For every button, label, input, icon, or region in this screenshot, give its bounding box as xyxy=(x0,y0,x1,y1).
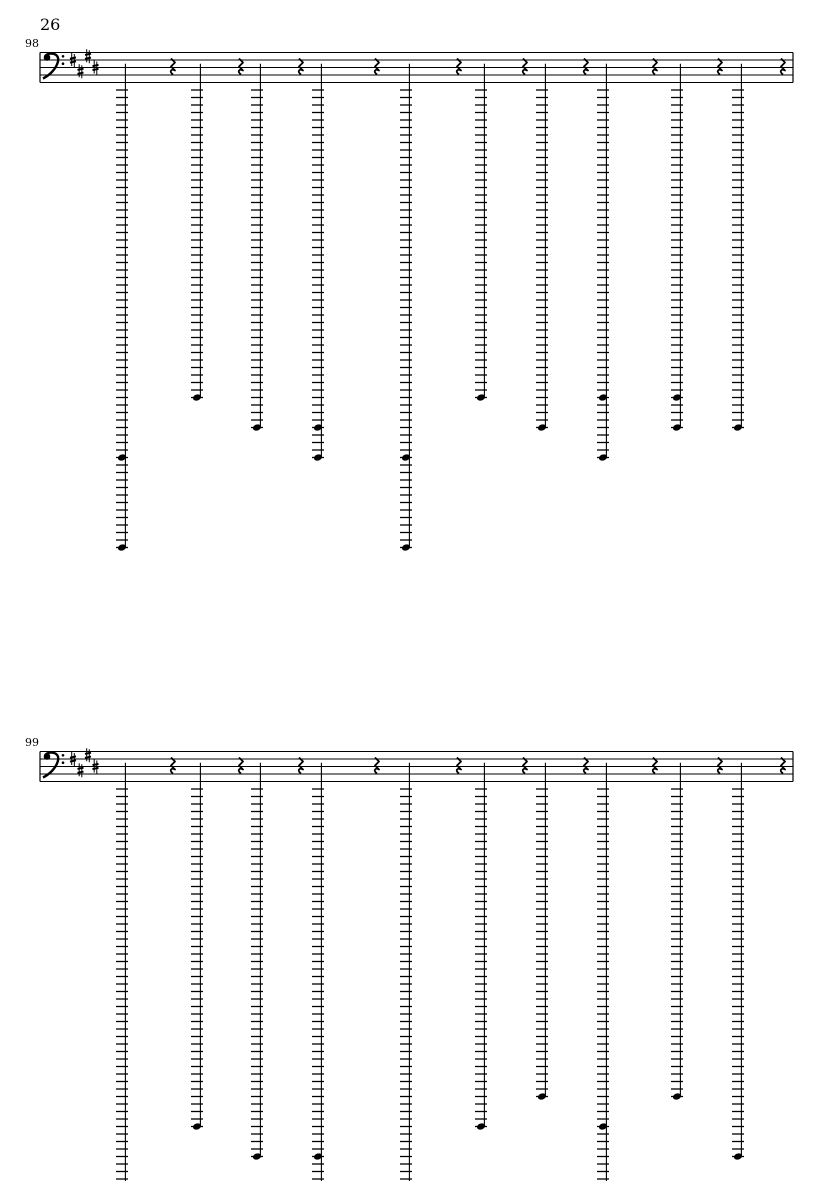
note-chord xyxy=(597,64,609,462)
note-chord xyxy=(312,763,324,1181)
measure-number-system-1: 98 xyxy=(25,37,39,50)
staff-system-1 xyxy=(40,49,793,552)
note-chord xyxy=(671,763,683,1101)
note-chord xyxy=(191,763,203,1131)
bass-clef-head xyxy=(44,54,51,61)
quarter-rest-icon xyxy=(584,59,588,75)
sharp-bar-upper xyxy=(85,54,91,55)
sharp-bar-lower xyxy=(93,69,99,70)
quarter-rest-icon xyxy=(171,758,175,774)
quarter-rest-icon xyxy=(239,758,243,774)
quarter-rest-icon xyxy=(653,758,657,774)
note-chord xyxy=(400,64,412,552)
sharp-icon xyxy=(78,763,84,777)
sharp-bar-upper xyxy=(70,756,76,757)
note-chord xyxy=(116,64,128,552)
quarter-rest-icon xyxy=(523,59,527,75)
quarter-rest-icon xyxy=(584,758,588,774)
note-chord xyxy=(191,64,203,402)
sharp-icon xyxy=(85,49,91,63)
quarter-rest-icon xyxy=(171,59,175,75)
sharp-icon xyxy=(78,64,84,78)
sharp-bar-upper xyxy=(93,65,99,66)
sharp-bar-lower xyxy=(85,58,91,59)
quarter-rest-icon xyxy=(457,59,461,75)
bass-clef-head xyxy=(44,753,51,760)
sharp-bar-upper xyxy=(70,57,76,58)
page-number: 26 xyxy=(40,15,61,34)
quarter-rest-icon xyxy=(523,758,527,774)
staff-system-2 xyxy=(40,748,793,1181)
quarter-rest-icon xyxy=(457,758,461,774)
sharp-bar-lower xyxy=(70,61,76,62)
sharp-bar-upper xyxy=(93,764,99,765)
note-chord xyxy=(312,64,324,462)
bass-clef-dot-upper xyxy=(62,754,65,757)
note-chord xyxy=(475,64,487,402)
quarter-rest-icon xyxy=(718,59,722,75)
quarter-rest-icon xyxy=(299,59,303,75)
sharp-bar-upper xyxy=(78,768,84,769)
note-chord xyxy=(732,64,744,432)
quarter-rest-icon xyxy=(653,59,657,75)
quarter-rest-icon xyxy=(781,59,785,75)
sharp-icon xyxy=(85,748,91,762)
sharp-bar-lower xyxy=(93,768,99,769)
note-chord xyxy=(400,763,412,1181)
note-chord xyxy=(671,64,683,432)
note-chord xyxy=(251,763,263,1161)
sharp-bar-upper xyxy=(78,69,84,70)
note-chord xyxy=(536,64,548,432)
key-signature xyxy=(70,49,99,78)
quarter-rest-icon xyxy=(239,59,243,75)
sharp-bar-lower xyxy=(78,73,84,74)
bass-clef-dot-lower xyxy=(62,62,65,65)
note-chord xyxy=(251,64,263,432)
sharp-bar-lower xyxy=(70,760,76,761)
note-chord xyxy=(475,763,487,1131)
sharp-bar-lower xyxy=(78,772,84,773)
bass-clef-dot-upper xyxy=(62,55,65,58)
note-chord xyxy=(536,763,548,1101)
sharp-bar-lower xyxy=(85,757,91,758)
bass-clef-dot-lower xyxy=(62,761,65,764)
quarter-rest-icon xyxy=(781,758,785,774)
note-chord xyxy=(116,763,128,1181)
sharp-bar-upper xyxy=(85,753,91,754)
quarter-rest-icon xyxy=(299,758,303,774)
measure-number-system-2: 99 xyxy=(25,736,39,749)
quarter-rest-icon xyxy=(375,59,379,75)
quarter-rest-icon xyxy=(718,758,722,774)
note-chord xyxy=(597,763,609,1181)
key-signature xyxy=(70,748,99,777)
quarter-rest-icon xyxy=(375,758,379,774)
note-chord xyxy=(732,763,744,1161)
